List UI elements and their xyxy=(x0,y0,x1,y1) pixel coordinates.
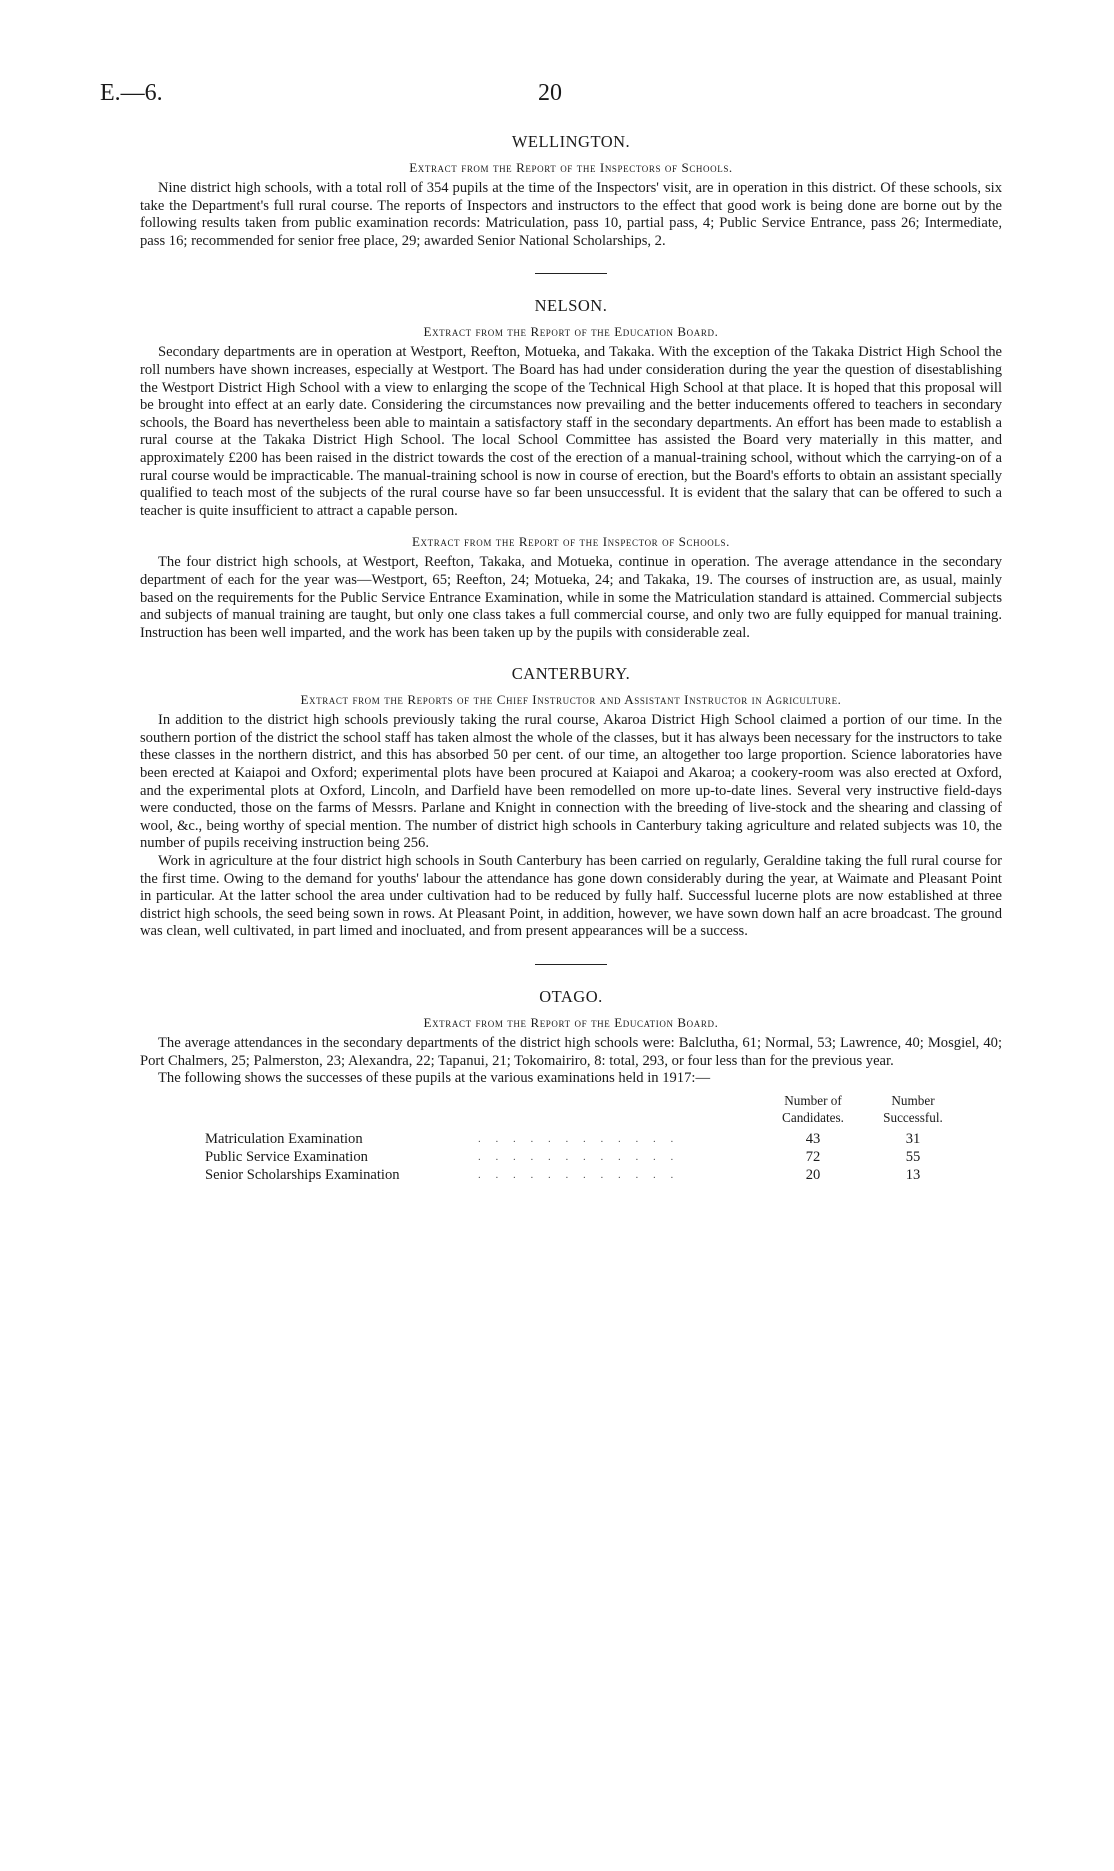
dot-leader: . . . . . . . . . . . . xyxy=(478,1132,680,1145)
section-subtitle: Extract from the Reports of the Chief Instructor and Assistant Instructor in Agriculture. xyxy=(300,692,842,708)
section-wellington xyxy=(140,132,1002,250)
successful-value: 55 xyxy=(905,1148,921,1165)
successful-value: 31 xyxy=(905,1130,921,1147)
row-label: Senior Scholarships Examination xyxy=(205,1166,400,1183)
section-divider xyxy=(535,273,607,274)
successful-value: 13 xyxy=(905,1166,921,1183)
section-canterbury xyxy=(140,664,1002,941)
paragraph: In addition to the district high schools previously taking the rural course, Akaroa District High School claimed a portion of our time. In the southern portion of the district the school staff has taken almost the whole of the classes, but it has always been necessary for the instructors to take these classes in the northern district, and this has absorbed 50 per cent. of our time, an altogether too large proportion. Science laboratories have been erected at Kaiapoi and Oxford; experimental plots have been procured at Kaiapoi and Akaroa; a cookery-room was also erected at Oxford, and the experimental plots at Oxford, Lincoln, and Darfield have been remodelled on more up-to-date lines. Several very instructive field-days were conducted, those on the farms of Messrs. Parlane and Knight in connection with the breeding of live-stock and the shearing and classing of wool, &c., being worthy of special mention. The number of district high schools in Canterbury taking agriculture and related subjects was 10, the number of pupils receiving instruction being 256. xyxy=(140,712,1002,852)
paragraph: The four district high schools, at Westport, Reefton, Takaka, and Motueka, continue in operation. The average attendance in the secondary department of each for the year was—Westport, 65; Reefton, 24; Motueka, 24; and Takaka, 19. The courses of instruction are, as usual, mainly based on the requirements for the Public Service Entrance Examination, while in some the Matriculation standard is attained. Commercial subjects and subjects of manual training are taught, but only one class takes a full commercial course, and only two are fully equipped for manual training. Instruction has been well imparted, and the work has been taken up by the pupils with considerable zeal. xyxy=(140,554,1002,641)
table-row xyxy=(140,1166,1002,1184)
section-subtitle: Extract from the Report of the Education Board. xyxy=(423,1015,719,1030)
section-title: CANTERBURY. xyxy=(511,664,631,684)
row-label: Public Service Examination xyxy=(205,1148,368,1165)
report-code: E.—6. xyxy=(100,80,163,106)
candidates-value: 43 xyxy=(805,1130,821,1147)
section-subtitle-secondary: Extract from the Report of the Inspector of Schools. xyxy=(412,534,730,550)
section-otago xyxy=(140,987,1002,1184)
row-label: Matriculation Examination xyxy=(205,1130,363,1147)
column-header-candidates: Number of Candidates. xyxy=(782,1092,844,1125)
table-row xyxy=(140,1148,1002,1166)
page-number: 20 xyxy=(538,80,562,106)
paragraph: Work in agriculture at the four district high schools in South Canterbury has been carried on regularly, Geraldine taking the full rural course for the first time. Owing to the demand for youths' labour the attendance has gone down considerably during the year, at Waimate and Pleasant Point in particular. At the latter school the area under cultivation had to be reduced by fully half. Successful lucerne plots are now established at three district high schools, the seed being sown in rows. At Pleasant Point, in addition, however, we have sown down half an acre broadcast. The ground was clean, well cultivated, in part limed and inocluated, and from present appearances will be a success. xyxy=(140,853,1002,940)
table-row xyxy=(140,1130,1002,1148)
section-title: OTAGO. xyxy=(539,987,603,1006)
table-header xyxy=(140,1092,1002,1130)
paragraph: Nine district high schools, with a total roll of 354 pupils at the time of the Inspectors' visit, are in operation in this district. Of these schools, six take the Department's full rural course. The reports of Inspectors and instructors to the effect that good work is being done are borne out by the following results taken from public examination records: Matriculation, pass 10, partial pass, 4; Public Service Entrance, pass 26; Intermediate, pass 16; recommended for senior free place, 29; awarded Senior National Scholarships, 2. xyxy=(140,180,1002,249)
section-divider xyxy=(535,964,607,965)
page-content xyxy=(140,132,1002,1184)
section-title: NELSON. xyxy=(534,296,608,316)
paragraph: The following shows the successes of these pupils at the various examinations held in 1917:— xyxy=(158,1070,711,1087)
dot-leader: . . . . . . . . . . . . xyxy=(478,1150,680,1163)
section-nelson xyxy=(140,296,1002,642)
section-title: WELLINGTON. xyxy=(511,132,631,151)
paragraph: Secondary departments are in operation at Westport, Reefton, Motueka, and Takaka. With the exception of the Takaka District High School the roll numbers have shown increases, especially at Westport. The Board has had under consideration during the year the question of disestablishing the Westport District High School with a view to enlarging the scope of the Technical High School at that place. It is hoped that this proposal will be brought into effect at an early date. Considering the circumstances now prevailing and the better inducements offered to teachers in secondary schools, the Board has nevertheless been able to maintain a satisfactory staff in the secondary departments. An effort has been made to establish a rural course at the Takaka District High School. The local School Committee has assisted the Board very materially in this matter, and approximately £200 has been raised in the district towards the cost of the erection of a manual-training school, without which the carrying-on of a rural course would be impracticable. The manual-training school is now in course of erection, but the Board's efforts to obtain an assistant specially qualified to teach most of the subjects of the rural course have so far been unsuccessful. It is evident that the salary that can be offered to such a teacher is quite insufficient to attract a capable person. xyxy=(140,344,1002,519)
examination-results-table xyxy=(140,1092,1002,1184)
candidates-value: 20 xyxy=(805,1166,821,1183)
column-header-successful: Number Successful. xyxy=(883,1092,943,1125)
section-subtitle: Extract from the Report of the Inspectors of Schools. xyxy=(409,160,733,175)
section-subtitle: Extract from the Report of the Education Board. xyxy=(423,324,719,340)
dot-leader: . . . . . . . . . . . . xyxy=(478,1168,680,1181)
paragraph: The average attendances in the secondary departments of the district high schools were: Balclutha, 61; Normal, 53; Lawrence, 40; Mosgiel, 40; Port Chalmers, 25; Palmerston, 23; Alexandra, 22; Tapanui, 21; Tokomairiro, 8: total, 293, or four less than for the previous year. xyxy=(140,1035,1002,1069)
candidates-value: 72 xyxy=(805,1148,821,1165)
